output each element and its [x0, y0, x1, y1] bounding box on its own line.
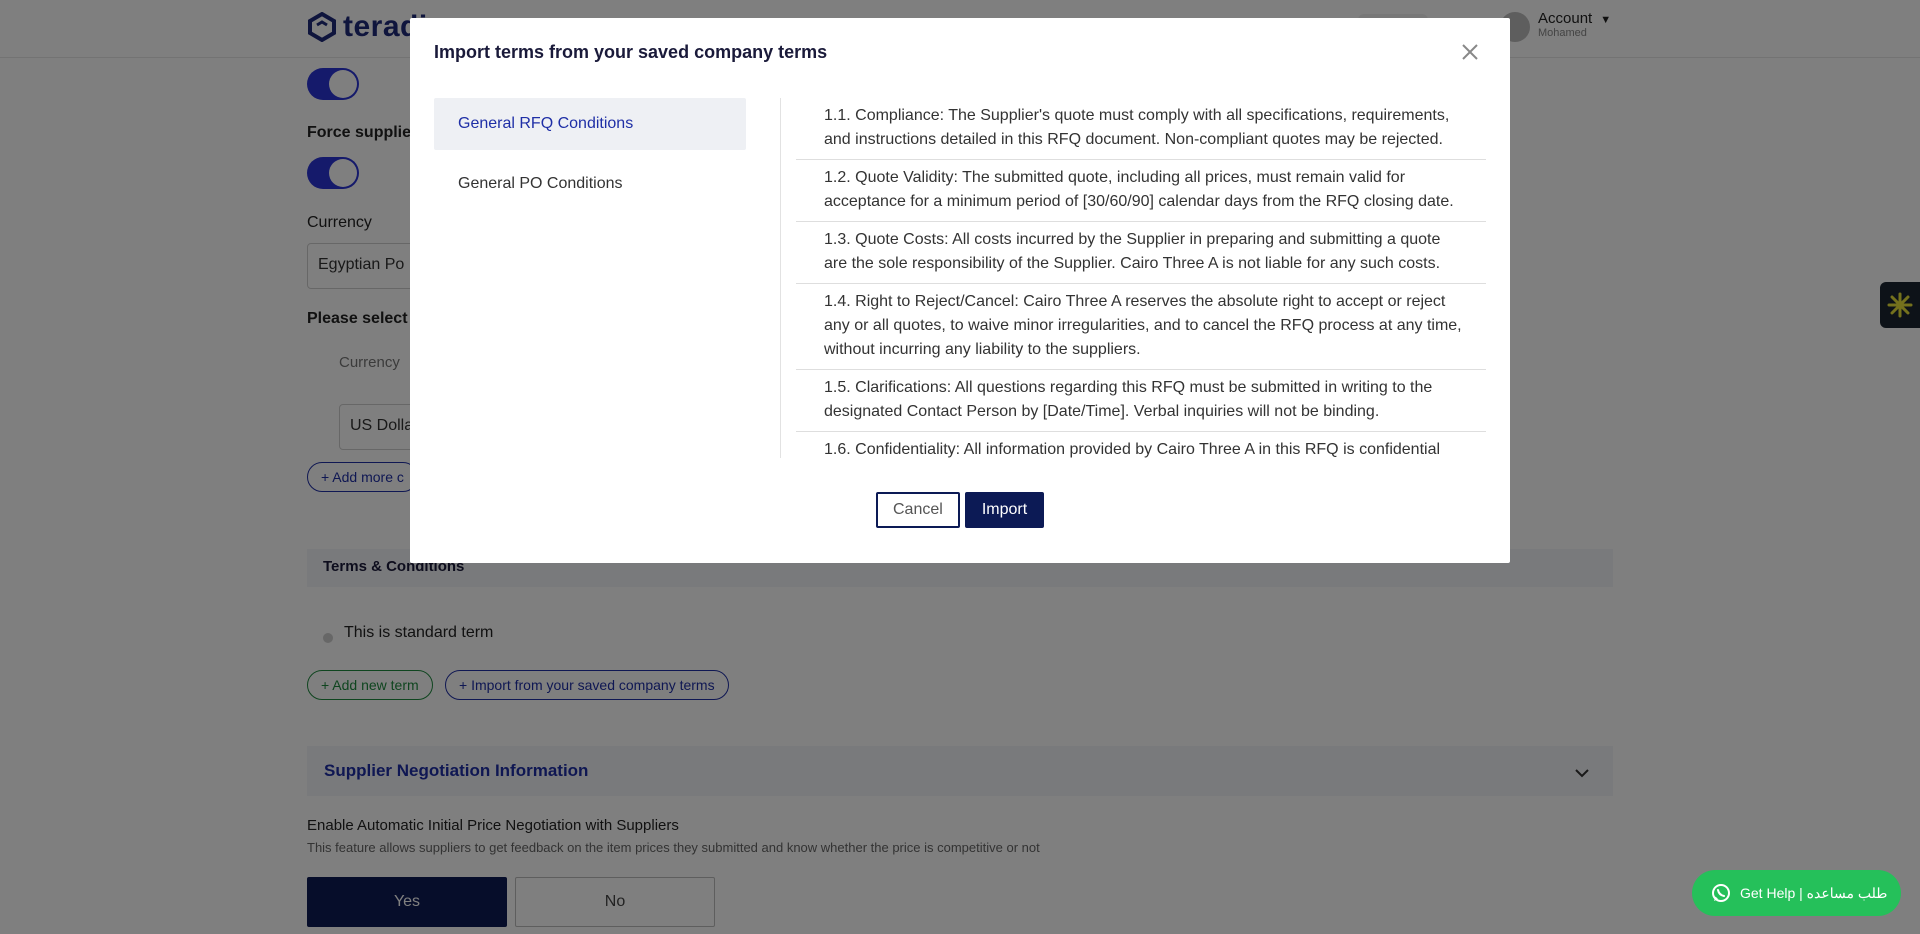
- modal-title: Import terms from your saved company terms: [434, 42, 828, 62]
- terms-list[interactable]: [796, 98, 1486, 458]
- modal-actions: [876, 492, 1044, 528]
- term-item[interactable]: 1.5. Clarifications: All questions regarding this RFQ must be submitted in writing to the designated Contact Person by [Date/Time]. Verbal inquiries will not be binding.: [796, 370, 1486, 432]
- import-button[interactable]: Import: [965, 492, 1044, 528]
- get-help-button[interactable]: [1692, 870, 1901, 916]
- close-icon[interactable]: [1458, 40, 1482, 64]
- terms-category-tabs: [434, 98, 746, 218]
- term-item[interactable]: 1.2. Quote Validity: The submitted quote, including all prices, must remain valid for acceptance for a minimum period of [30/60/90] calendar days from the RFQ closing date.: [796, 160, 1486, 222]
- divider: [780, 98, 781, 458]
- term-item[interactable]: 1.4. Right to Reject/Cancel: Cairo Three A reserves the absolute right to accept or reject any or all quotes, to waive minor irregularities, and to cancel the RFQ process at any time, without incurring any liability to the suppliers.: [796, 284, 1486, 370]
- term-item[interactable]: 1.6. Confidentiality: All information provided by Cairo Three A in this RFQ is confidential: [796, 432, 1486, 458]
- get-help-label: Get Help | طلب مساعده: [1740, 884, 1888, 901]
- tab-general-po-conditions[interactable]: General PO Conditions: [458, 175, 623, 192]
- term-item[interactable]: 1.1. Compliance: The Supplier's quote must comply with all specifications, requirements, and instructions detailed in this RFQ document. Non-compliant quotes may be rejected.: [796, 98, 1486, 160]
- tab-general-rfq-conditions[interactable]: General RFQ Conditions: [434, 98, 746, 150]
- term-item[interactable]: 1.3. Quote Costs: All costs incurred by the Supplier in preparing and submitting a quote are the sole responsibility of the Supplier. Cairo Three A is not liable for any such costs.: [796, 222, 1486, 284]
- whatsapp-icon: [1711, 883, 1731, 903]
- cancel-button[interactable]: Cancel: [876, 492, 960, 528]
- import-terms-modal: [410, 18, 1510, 563]
